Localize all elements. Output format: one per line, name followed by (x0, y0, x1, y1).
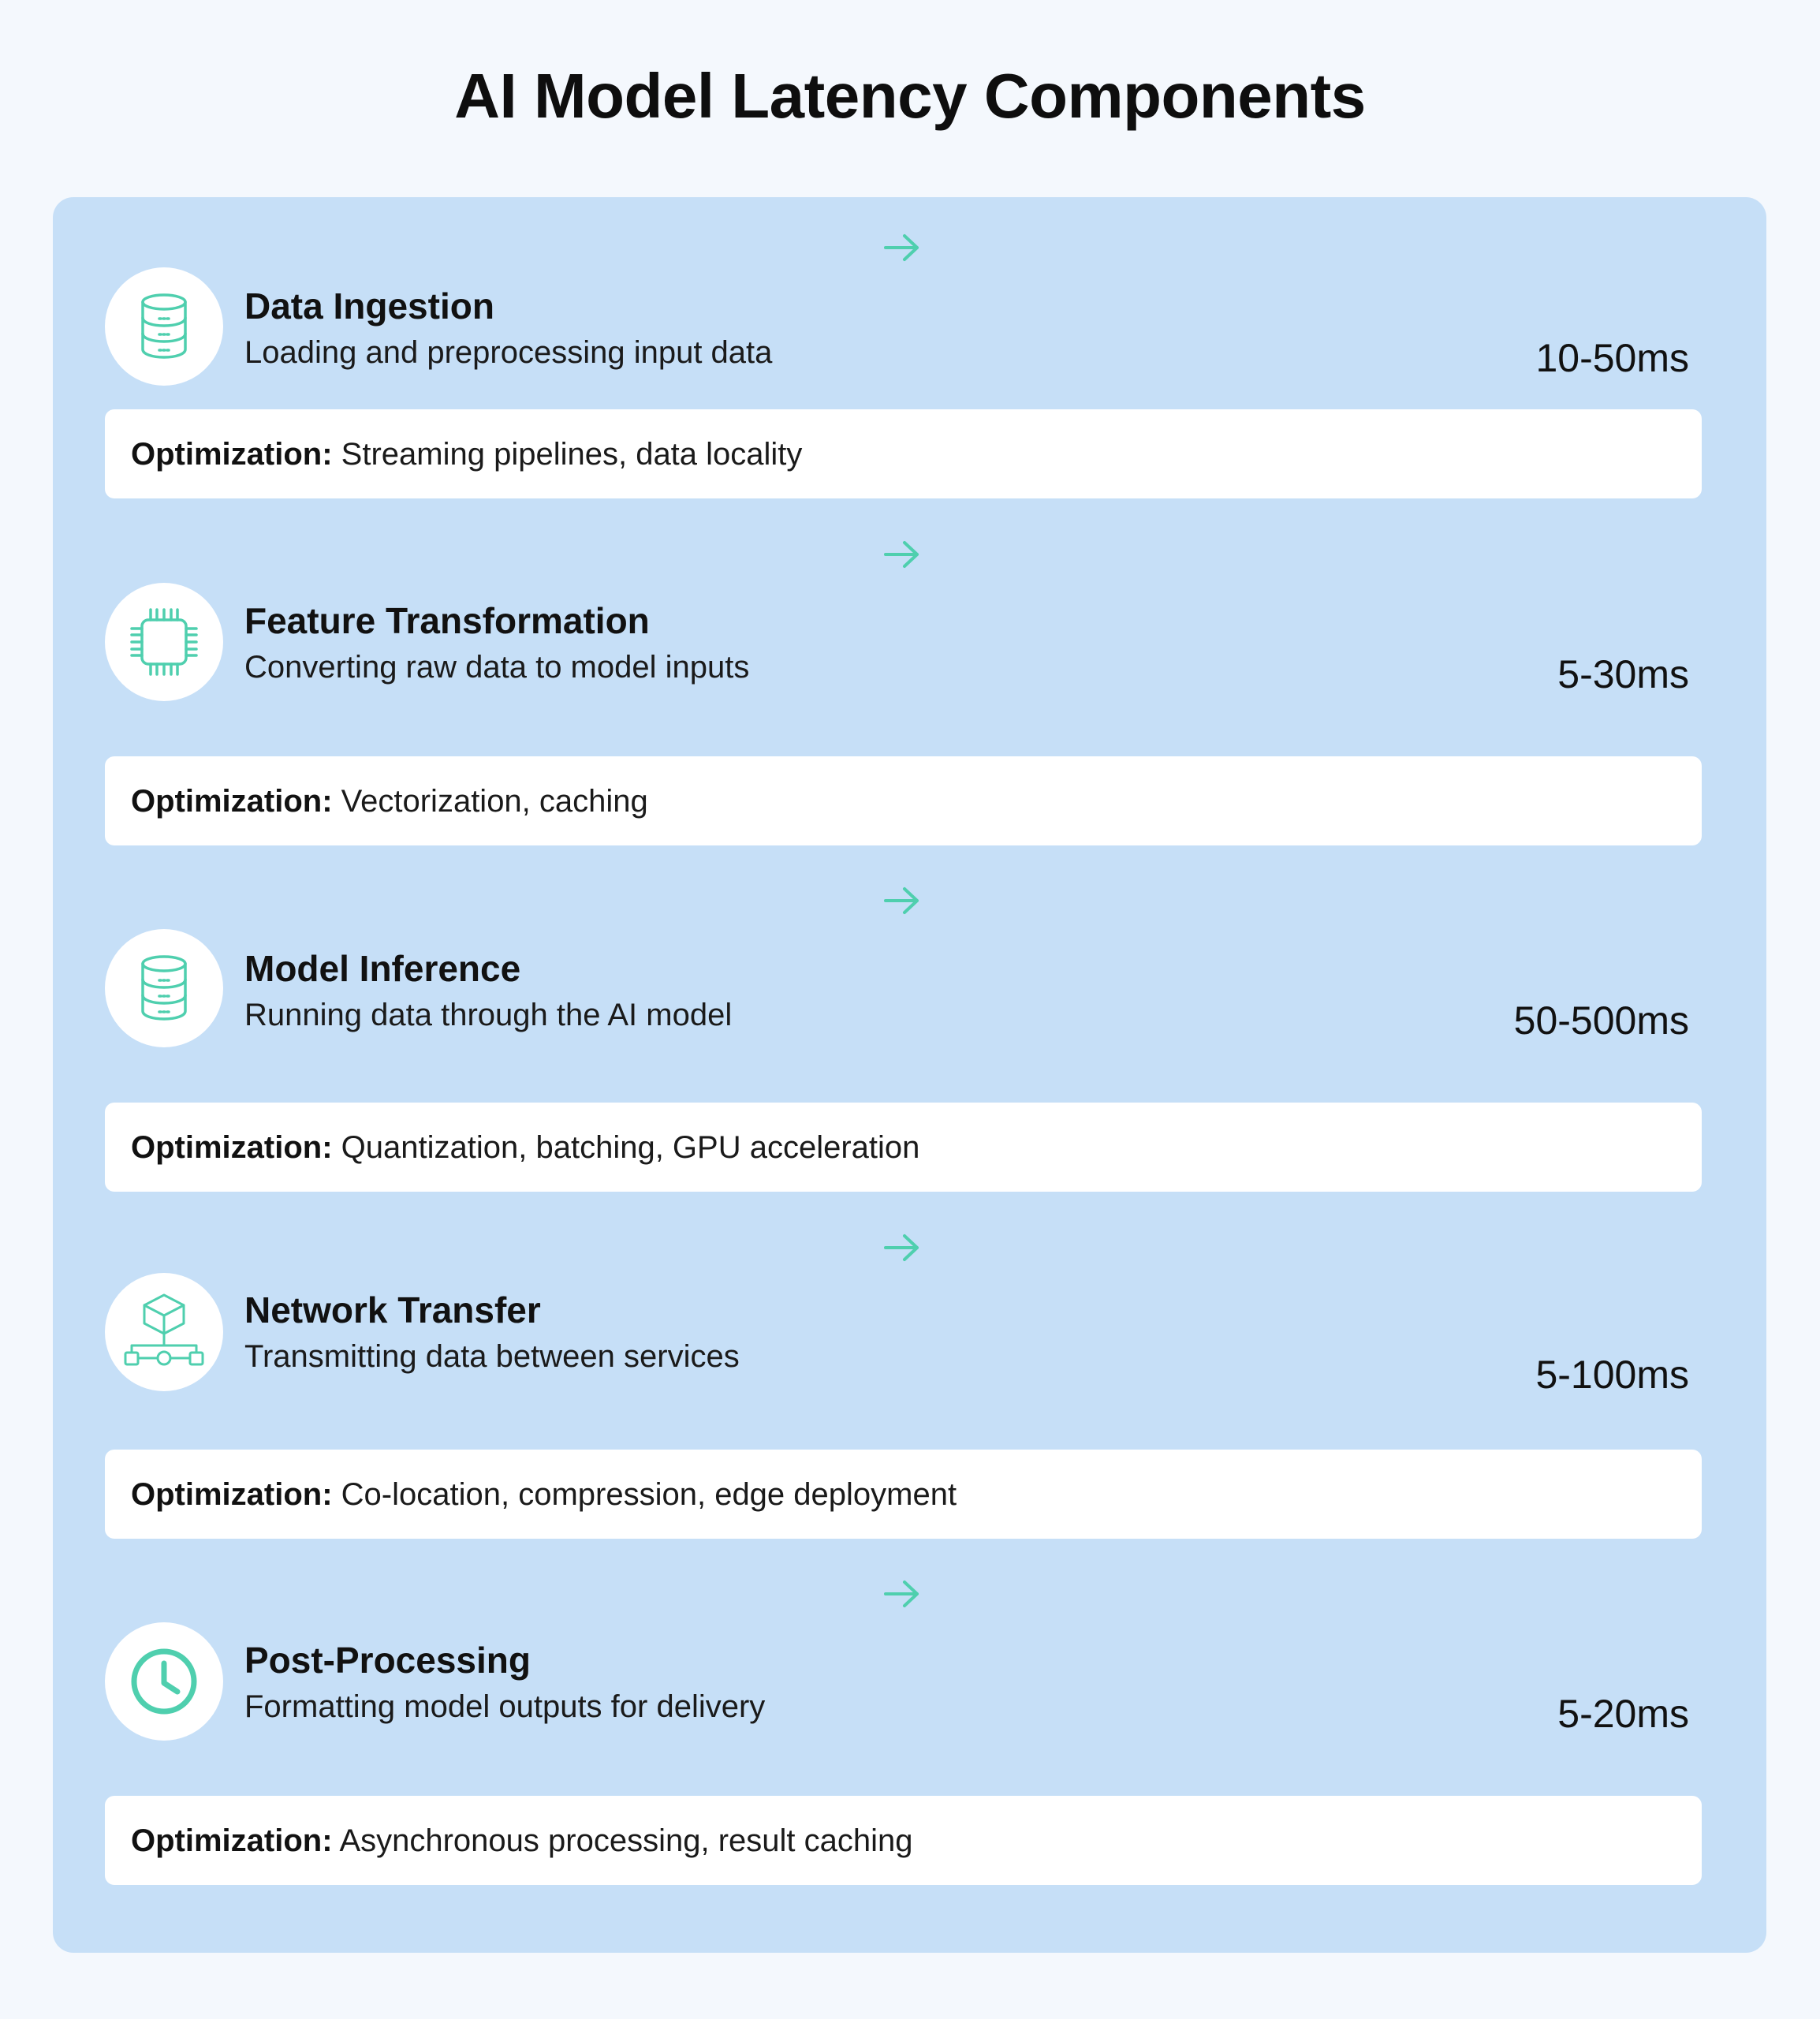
optimization-card (105, 756, 1702, 845)
step-icon-circle (105, 267, 223, 386)
step-data-ingestion (53, 197, 1766, 543)
latency-value: 50-500ms (1513, 998, 1689, 1043)
cpu-chip-icon (105, 583, 223, 701)
step-model-inference (53, 850, 1766, 1196)
step-name: Data Ingestion (244, 285, 494, 327)
step-description: Transmitting data between services (244, 1339, 740, 1374)
network-icon (105, 1273, 223, 1391)
arrow-right-icon (882, 539, 922, 569)
step-icon-circle (105, 583, 223, 701)
optimization-value: Streaming pipelines, data locality (341, 437, 803, 472)
database-icon (105, 929, 223, 1047)
step-description: Loading and preprocessing input data (244, 335, 773, 370)
optimization-value: Asynchronous processing, result caching (339, 1823, 913, 1858)
step-post-processing (53, 1543, 1766, 1890)
optimization-label: Optimization: (131, 437, 333, 472)
optimization-text (131, 1128, 919, 1167)
step-name: Network Transfer (244, 1289, 541, 1330)
optimization-text (131, 1475, 957, 1514)
latency-value: 5-20ms (1557, 1692, 1689, 1736)
step-feature-transformation (53, 504, 1766, 850)
page-title: AI Model Latency Components (454, 61, 1366, 131)
clock-icon (105, 1622, 223, 1741)
arrow-right-icon (882, 886, 922, 916)
optimization-label: Optimization: (131, 1477, 333, 1512)
step-icon-circle (105, 929, 223, 1047)
optimization-label: Optimization: (131, 1823, 333, 1858)
optimization-card (105, 1103, 1702, 1192)
optimization-label: Optimization: (131, 784, 333, 819)
optimization-value: Vectorization, caching (341, 784, 648, 819)
arrow-right-icon (882, 233, 922, 263)
optimization-text (131, 1821, 913, 1860)
step-name: Model Inference (244, 948, 521, 989)
optimization-value: Quantization, batching, GPU acceleration (341, 1130, 920, 1165)
optimization-card (105, 409, 1702, 498)
step-description: Converting raw data to model inputs (244, 650, 750, 685)
optimization-text (131, 782, 648, 821)
optimization-label: Optimization: (131, 1130, 333, 1165)
latency-panel (53, 197, 1766, 1953)
step-name: Post-Processing (244, 1640, 531, 1681)
latency-value: 5-100ms (1535, 1353, 1689, 1397)
step-icon-circle (105, 1273, 223, 1391)
arrow-right-icon (882, 1233, 922, 1263)
step-network-transfer (53, 1197, 1766, 1543)
step-name: Feature Transformation (244, 600, 650, 641)
optimization-card (105, 1796, 1702, 1885)
arrow-right-icon (882, 1579, 922, 1609)
optimization-card (105, 1450, 1702, 1539)
optimization-text (131, 435, 802, 474)
step-description: Running data through the AI model (244, 998, 733, 1032)
latency-value: 10-50ms (1535, 336, 1689, 380)
database-icon (105, 267, 223, 386)
latency-value: 5-30ms (1557, 652, 1689, 696)
step-icon-circle (105, 1622, 223, 1741)
optimization-value: Co-location, compression, edge deployment (341, 1477, 957, 1512)
step-description: Formatting model outputs for delivery (244, 1689, 766, 1724)
